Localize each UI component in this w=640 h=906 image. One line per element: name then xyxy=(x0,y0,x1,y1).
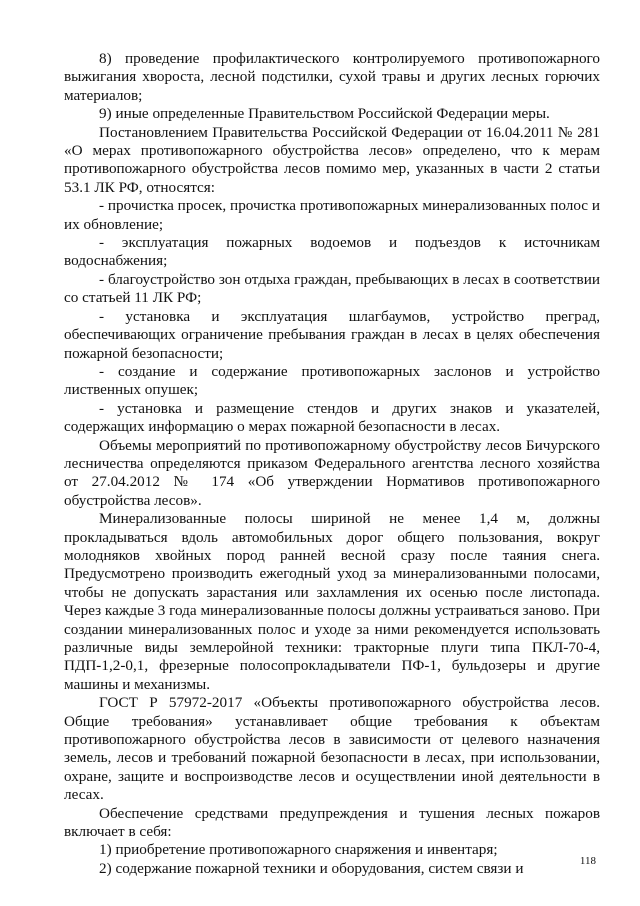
paragraph-item-8: 8) проведение профилактического контролируемого противопожарного выжигания хвороста, лесной подстилки, сухой травы и других лесных горючих материалов; xyxy=(64,50,600,104)
list-item-barriers: - установка и эксплуатация шлагбаумов, устройство преград, обеспечивающих ограничение пребывания граждан в лесах в целях обеспечения пожарной безопасности; xyxy=(64,307,600,362)
paragraph-provision: Обеспечение средствами предупреждения и тушения лесных пожаров включает в себя: xyxy=(64,804,600,841)
list-item-equipment: 1) приобретение противопожарного снаряжения и инвентаря; xyxy=(99,841,498,859)
paragraph-mineralized-strips: Минерализованные полосы шириной не менее 1,4 м, должны прокладываться вдоль автомобильных дорог общего пользования, вокруг молодняков хвойных пород ранней весной сразу после таяния снега. Предусмотрено производить ежегодный уход за минерализованными полосами, чтобы не допускать зарастания или захламления их осенью после листопада. Через каждые 3 года минерализованные полосы должны устраиваться заново. При создании минерализованных полос и уходе за ними рекомендуется использовать различные виды землеройной техники: тракторные плуги типа ПКЛ-70-4, ПДП-1,2-0,1, фрезерные полосопрокладыватели ПФ-1, бульдозеры и другие машины и механизмы. xyxy=(64,510,601,693)
list-item-water-bodies: - эксплуатация пожарных водоемов и подъездов к источникам водоснабжения; xyxy=(64,234,600,270)
list-item-fire-breaks: - создание и содержание противопожарных заслонов и устройство лиственных опушек; xyxy=(64,362,600,399)
paragraph-decree-281: Постановлением Правительства Российской Федерации от 16.04.2011 № 281 «О мерах противопожарного обустройства лесов» определено, что к мерам противопожарного обустройства лесов помимо мер, указанных в части 2 статьи 53.1 ЛК РФ, относятся: xyxy=(64,123,600,196)
document-body xyxy=(64,50,600,878)
list-item-recreation-zones: - благоустройство зон отдыха граждан, пребывающих в лесах в соответствии со статьей 11 ЛК РФ; xyxy=(64,270,600,307)
page-number: 118 xyxy=(579,855,596,867)
list-item-maintenance: 2) содержание пожарной техники и оборудования, систем связи и xyxy=(99,859,524,877)
paragraph-volumes: Объемы мероприятий по противопожарному обустройству лесов Бичурского лесничества определяются приказом Федерального агентства лесного хозяйства от 27.04.2012 № 174 «Об утверждении Нормативов противопожарного обустройства лесов». xyxy=(64,436,600,509)
paragraph-gost: ГОСТ Р 57972-2017 «Объекты противопожарного обустройства лесов. Общие требования» устанавливает общие требования к объектам противопожарного обустройства лесов в зависимости от целевого назначения земель, лесов и требований пожарной безопасности в лесах, при использовании, охране, защите и воспроизводстве лесов и осуществлении иной деятельности в лесах. xyxy=(64,694,600,804)
paragraph-item-9: 9) иные определенные Правительством Российской Федерации меры. xyxy=(99,105,550,123)
list-item-clearing: - прочистка просек, прочистка противопожарных минерализованных полос и их обновление; xyxy=(64,197,600,233)
list-item-signs: - установка и размещение стендов и других знаков и указателей, содержащих информацию о мерах пожарной безопасности в лесах. xyxy=(64,399,600,436)
